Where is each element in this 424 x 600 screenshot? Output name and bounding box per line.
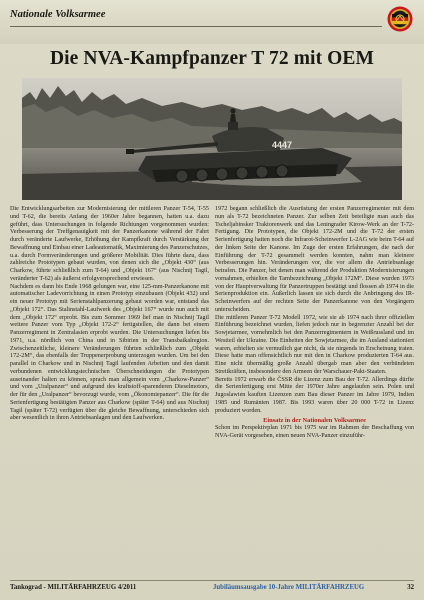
left-column (10, 206, 209, 423)
section-subhead: Einsatz in der Nationalen Volksarmee (263, 417, 366, 425)
body-paragraph: Schon im Perspektivplan 1971 bis 1975 war im Rahmen der Beschaffung von NVA-Gerät vorgesehen, einen neuen NVA-Panzer einzuführ- (215, 425, 414, 439)
nva-emblem-icon (387, 6, 413, 32)
page-footer (10, 584, 414, 594)
section-label: Nationale Volksarmee (10, 9, 106, 20)
right-column (215, 206, 414, 441)
footer-publication: Tankograd - MILITÄRFAHRZEUG 4/2011 (10, 584, 137, 591)
page-number: 32 (407, 584, 414, 591)
body-paragraph: 1972 begann schließlich die Ausrüstung der ersten Panzerregimenter mit dem nun als T-72 bezeichneten Panzer. Zur selben Zeit beteiligte man auch das Tscheljabinsker Traktorenwerk und das Leningrader Kirow-Werk an der T-72-Fertigung. Die Prototypen, die Objekt 172-2M und die T-72 der ersten Serienfertigung hatten noch die Infrarot-Scheinwerfer L-2AG wie beim T-64 auf der linken Seite der Kanone. Im Zuge der ersten Erfahrungen, die nach der Einführung der T-72 gesammelt werden konnten, nahm man kleinere Verbesserungen hin. Veränderungen vor, die vor allem die Antriebsanlage betrafen. Die Panzer, bei denen man während der Produktion Modernisierungen vornahmen, erhielten die Tarnbezeichnung „Objekt 172M“. Diese wurden 1973 von der Hauptverwaltung für Panzertruppen bestätigt und flossen ab 1974 in die Serienproduktion ein. Äußerlich lassen sie sich durch die Anbringung des IR-Scheinwerfers auf der rechten Seite der Panzerkanone von den Vorgängern unterscheiden. (215, 206, 414, 313)
header-rule (10, 26, 382, 27)
body-paragraph: Bereits 1972 erwarb die ČSSR die Lizenz zum Bau der T-72. Allerdings dürfte die Serienfertigung erst Mitte der 1970er Jahre angelaufen sein. Polen und Jugoslawien kauften Lizenzen zum Bau dieser Panzer im Jahre 1979, Indien 1985 und Rumänien 1987. Bis 1993 waren über 20 000 T-72 in Lizenz produziert worden. (215, 376, 414, 414)
footer-rule (10, 580, 414, 581)
article-title: Die NVA-Kampfpanzer T 72 mit OEM (49, 48, 375, 69)
tank-photo (22, 78, 402, 200)
footer-edition: Jubiläumsausgabe 10-Jahre MILITÄRFAHRZEUG (213, 584, 365, 591)
turret-number: 4447 (272, 140, 293, 150)
page-header (0, 0, 424, 44)
body-paragraph: Nachdem es dann bis Ende 1968 gelungen war, eine 125-mm-Panzerkanone mit automatischer Ladevorrichtung in einen Prototyp einzubauen (Objekt 432) und ein neuer Prototyp mit Serienstahlpanzerung gebaut worden war, entstand das „Objekt 172“. Das Stalinstahl-Laufwerk des „Objekt 167“ wurde nun auch mit dem „Objekt 172“ erprobt. Bis zum Sommer 1969 lief man in Nischnij Tagil weitere Panzer vom Typ „Objekt 172-2“ fertigstellen, die dann bei einem Panzerregiment in Zentralasien erprobt wurden. Die Untersuchungen liefen bis 1971, u.a. nördlich von China und in Sibirien in der Transbaikalregion. Zwischenzeitliche, kleinere Veränderungen führten schließlich zum „Objekt 172-2M“, das ebenfalls der Truppenerprobung unterzogen wurden. Um bei den parallel in Charkow und in Nischnij Tagil laufenden Arbeiten und den damit verbundenen entwicklungstechnischen Überschneidungen die Prototypen auseinander halten zu können, sprach man allgemein vom „Charkow-Panzer“ und vom „Uralpanzer“ und aufgrund des kraftstoff-sparenderen Dieselmotors, der für den „Uralpanzer“ bevorzugt wurde, vom „Ökonomiepanzer“. Die für die Serienfertigung bestätigten Panzer aus Charkow (später T-64) und aus Nischnij Tagil (später T-72) verfügten über die gleiche Bewaffnung, unterschieden sich aber wesentlich in ihren Antriebsanlagen und den Laufwerken. (10, 283, 209, 422)
body-paragraph: Die mittleren Panzer T-72 Modell 1972, wie sie ab 1974 nach ihrer offiziellen Einführung bezeichnet wurden, liefen jedoch nur in begrenzter Anzahl bei der Sowjetarmee, vornehmlich bei den Panzerregimentern in Weißrussland und im Westteil der Ukraine. Die Einheiten der Sowjetarmee, die im Ausland stationiert waren, erhielten sie vermutlich gar nicht, da sie nirgends in Erscheinung traten. Diese hatte man offensichtlich nur mit den in Charkow produzierten T-64 aus. Eine nicht übermäßig große Anzahl übergab man aber den verbündeten Streitkräften, insbesondere den Armeen der Warschauer-Pakt-Staaten. (215, 314, 414, 375)
body-paragraph: Die Entwicklungsarbeiten zur Modernisierung der mittleren Panzer T-54, T-55 und T-62, die bereits Anfang der 1960er Jahre begannen, hatten u.a. dazu geführt, dass Untersuchungen in folgende Richtungen vorgenommen wurden: Verbesserung der Treffgenauigkeit mit der Panzerkanone während der Fahrt durch veränderte Laufwerke, Erhöhung der Kampfkraft durch Verstärkung der Bewaffnung und Einbau einer Ladeautomatik, Maximierung des Panzerschutzes, u.a. durch Formveränderungen und größerer Mobilität. Dies führte dazu, dass zahlreiche Prototypen gebaut wurden, von denen sich die „Objekt 430“ (aus Charkow, führte schließlich zum T-64) und „Objekt 167“ (aus Nischnij Tagil, veränderter T-62) als äußerst erfolgversprechend erwiesen. (10, 206, 209, 282)
